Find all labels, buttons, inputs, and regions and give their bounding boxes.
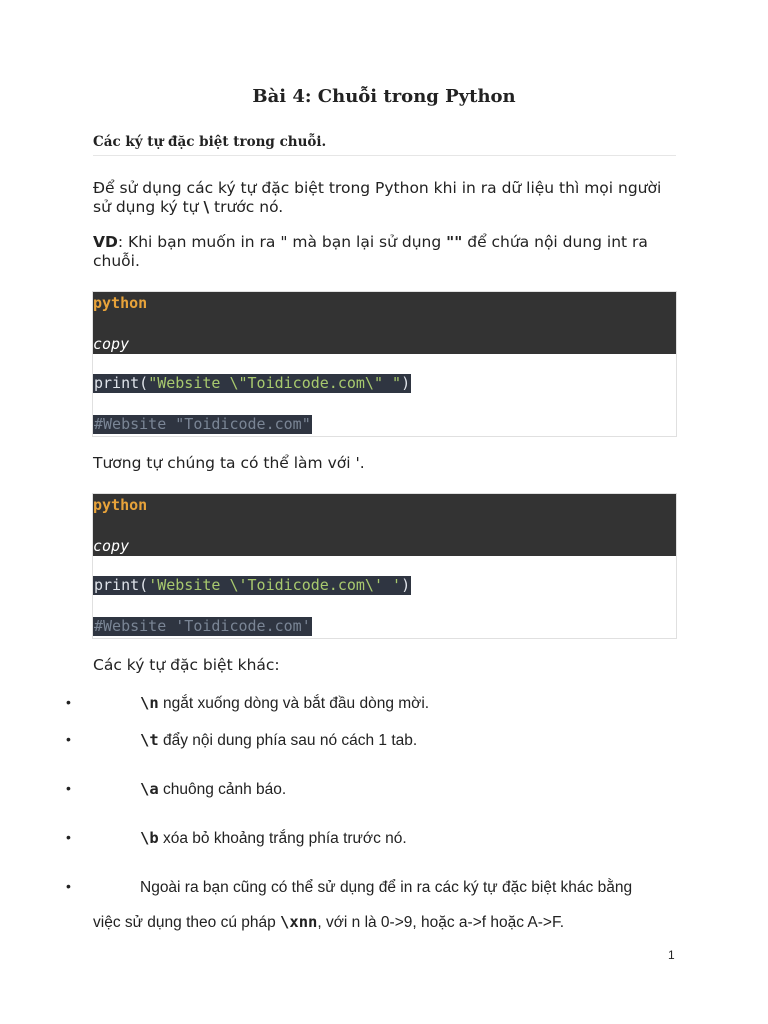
example-paragraph: [93, 233, 678, 271]
intro-paragraph: [93, 179, 678, 217]
code-paren-open: (: [139, 374, 149, 392]
bullet-marker: •: [66, 829, 71, 845]
code-comment: #Website "Toidicode.com": [94, 415, 311, 433]
list-item-text: Ngoài ra bạn cũng có thể sử dụng để in ra các ký tự đặc biệt khác bằng: [140, 879, 633, 896]
other-heading: Các ký tự đặc biệt khác:: [93, 656, 280, 674]
example-text-2: để chứa nội dung int ra chuỗi.: [93, 233, 648, 270]
list-item-continuation: [93, 913, 564, 932]
code-comment: #Website 'Toidicode.com': [94, 617, 311, 635]
escape-code: \a: [140, 780, 159, 798]
example-quotes: "": [446, 233, 463, 251]
code-body: [93, 354, 676, 436]
escape-code: \n: [140, 694, 159, 712]
code-paren-open: (: [139, 576, 149, 594]
bullet-marker: •: [66, 731, 71, 747]
copy-button[interactable]: copy: [93, 537, 130, 555]
page-title: Bài 4: Chuỗi trong Python: [252, 86, 516, 107]
escape-code: \t: [140, 731, 159, 749]
page-number: 1: [668, 948, 675, 962]
similar-paragraph: Tương tự chúng ta có thể làm với '.: [93, 454, 365, 472]
continuation-text-before: việc sử dụng theo cú pháp: [93, 914, 281, 931]
list-item-text: xóa bỏ khoảng trắng phía trước nó.: [158, 830, 407, 847]
code-string: 'Website \'Toidicode.com\' ': [148, 576, 402, 594]
code-language-label: python: [93, 294, 148, 312]
code-line: [93, 374, 411, 393]
intro-backslash: \: [203, 198, 210, 216]
code-block-2: [92, 493, 677, 639]
continuation-text-after: , với n là 0->9, hoặc a->f hoặc A->F.: [317, 914, 565, 931]
example-text-1: : Khi bạn muốn in ra " mà bạn lại sử dụng: [117, 233, 447, 251]
code-language-label: python: [93, 496, 148, 514]
code-header: [93, 494, 676, 556]
code-paren-close: ): [401, 374, 411, 392]
escape-code: \b: [140, 829, 159, 847]
bullet-marker: •: [66, 780, 71, 796]
example-label: VD: [93, 233, 118, 251]
code-block-1: [92, 291, 677, 437]
list-item-text: ngắt xuống dòng và bắt đầu dòng mời.: [158, 695, 430, 712]
bullet-marker: •: [66, 694, 71, 710]
list-item-text: chuông cảnh báo.: [158, 781, 287, 798]
code-line: [93, 576, 411, 595]
intro-text-before: Để sử dụng các ký tự đặc biệt trong Python khi in ra dữ liệu thì mọi người sử dụng ký tự: [93, 179, 662, 216]
section-heading: Các ký tự đặc biệt trong chuỗi.: [93, 134, 676, 156]
code-header: [93, 292, 676, 354]
code-function: print: [94, 374, 140, 392]
code-body: [93, 556, 676, 638]
intro-text-after: trước nó.: [209, 198, 284, 216]
code-function: print: [94, 576, 140, 594]
list-item-text: đẩy nội dung phía sau nó cách 1 tab.: [158, 732, 418, 749]
bullet-marker: •: [66, 878, 71, 894]
copy-button[interactable]: copy: [93, 335, 130, 353]
escape-code: \xnn: [280, 913, 318, 931]
code-string: "Website \"Toidicode.com\" ": [148, 374, 402, 392]
code-paren-close: ): [401, 576, 411, 594]
